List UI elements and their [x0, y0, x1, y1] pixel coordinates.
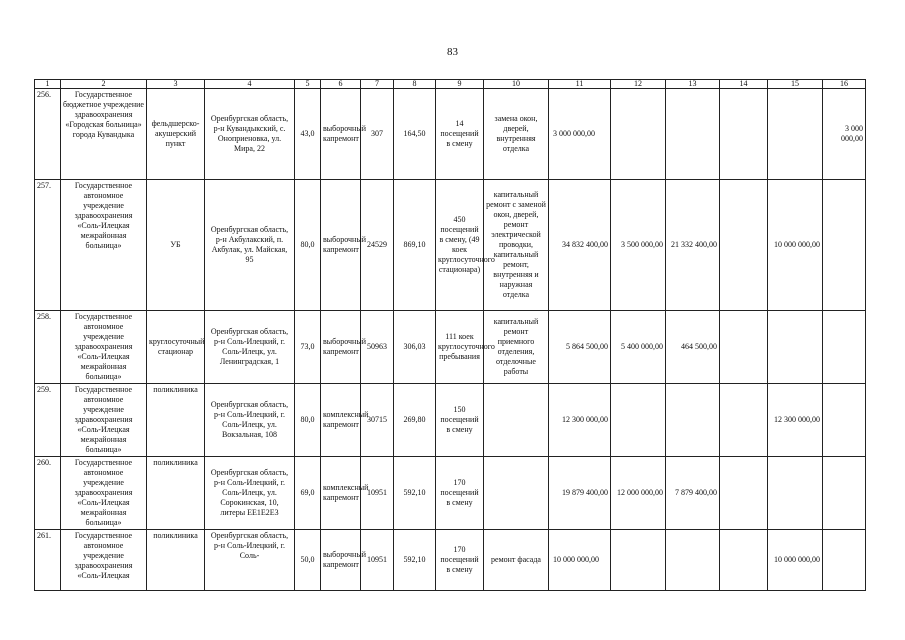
works-scope	[484, 457, 549, 530]
unit-cost: 306,03	[394, 311, 436, 384]
facility-type: поликлиника	[147, 384, 205, 457]
institution-name: Государственное бюджетное учреждение здравоохранения «Городская больница» города Кувандыка	[61, 89, 147, 180]
facility-address: Оренбургская область, р-н Соль-Илецкий, г. Соль-Илецк, ул. Сорокинская, 10, литеры ЕЕ1Е2Е3	[205, 457, 295, 530]
row-number: 257.	[35, 180, 61, 311]
amount-col-14	[720, 384, 768, 457]
capacity: 170 посещений в смену	[436, 457, 484, 530]
facility-type: круглосуточный стационар	[147, 311, 205, 384]
column-header: 16	[823, 80, 866, 89]
amount-col-14	[720, 89, 768, 180]
repair-type: комплексный капремонт	[321, 457, 361, 530]
wear-percent: 73,0	[295, 311, 321, 384]
amount-col-13	[666, 384, 720, 457]
capacity: 111 коек круглосуточного пребывания	[436, 311, 484, 384]
area-value: 30715	[361, 384, 394, 457]
total-amount: 19 879 400,00	[549, 457, 611, 530]
registry-table	[34, 79, 866, 591]
row-number: 259.	[35, 384, 61, 457]
total-amount: 10 000 000,00	[549, 530, 611, 591]
table-row	[35, 530, 866, 591]
institution-name: Государственное автономное учреждение здравоохранения «Соль-Илецкая межрайонная больница»	[61, 457, 147, 530]
area-value: 50963	[361, 311, 394, 384]
amount-col-16	[823, 457, 866, 530]
unit-cost: 164,50	[394, 89, 436, 180]
amount-col-12	[611, 384, 666, 457]
facility-address: Оренбургская область, р-н Акбулакский, п. Акбулак, ул. Майская, 95	[205, 180, 295, 311]
wear-percent: 80,0	[295, 384, 321, 457]
wear-percent: 43,0	[295, 89, 321, 180]
institution-name: Государственное автономное учреждение здравоохранения «Соль-Илецкая	[61, 530, 147, 591]
works-scope: капитальный ремонт с заменой окон, дверей, ремонт электрической проводки, капитальный ремонт, внутренняя и наружная отделка	[484, 180, 549, 311]
facility-address: Оренбургская область, р-н Соль-Илецкий, г. Соль-	[205, 530, 295, 591]
amount-col-13: 21 332 400,00	[666, 180, 720, 311]
row-number: 260.	[35, 457, 61, 530]
amount-col-15	[768, 311, 823, 384]
column-header: 6	[321, 80, 361, 89]
amount-col-12	[611, 89, 666, 180]
column-header: 3	[147, 80, 205, 89]
total-amount: 34 832 400,00	[549, 180, 611, 311]
unit-cost: 592,10	[394, 530, 436, 591]
row-number: 261.	[35, 530, 61, 591]
column-header: 1	[35, 80, 61, 89]
amount-col-16	[823, 311, 866, 384]
column-header: 9	[436, 80, 484, 89]
area-value: 10951	[361, 457, 394, 530]
amount-col-13: 464 500,00	[666, 311, 720, 384]
column-number-row	[35, 80, 866, 89]
amount-col-12: 5 400 000,00	[611, 311, 666, 384]
capacity: 14 посещений в смену	[436, 89, 484, 180]
amount-col-15: 10 000 000,00	[768, 180, 823, 311]
column-header: 8	[394, 80, 436, 89]
table-row	[35, 384, 866, 457]
wear-percent: 50,0	[295, 530, 321, 591]
repair-type: комплексный капремонт	[321, 384, 361, 457]
amount-col-16	[823, 180, 866, 311]
repair-type: выборочный капремонт	[321, 89, 361, 180]
capacity: 150 посещений в смену	[436, 384, 484, 457]
facility-address: Оренбургская область, р-н Кувандыкский, с. Оноприеновка, ул. Мира, 22	[205, 89, 295, 180]
table-row	[35, 457, 866, 530]
repair-type: выборочный капремонт	[321, 530, 361, 591]
institution-name: Государственное автономное учреждение здравоохранения «Соль-Илецкая межрайонная больница»	[61, 384, 147, 457]
total-amount: 12 300 000,00	[549, 384, 611, 457]
works-scope: замена окон, дверей, внутренняя отделка	[484, 89, 549, 180]
institution-name: Государственное автономное учреждение здравоохранения «Соль-Илецкая межрайонная больница»	[61, 311, 147, 384]
amount-col-14	[720, 530, 768, 591]
column-header: 12	[611, 80, 666, 89]
unit-cost: 269,80	[394, 384, 436, 457]
amount-col-15	[768, 457, 823, 530]
capacity: 170 посещений в смену	[436, 530, 484, 591]
repair-type: выборочный капремонт	[321, 311, 361, 384]
amount-col-12: 3 500 000,00	[611, 180, 666, 311]
total-amount: 5 864 500,00	[549, 311, 611, 384]
column-header: 13	[666, 80, 720, 89]
unit-cost: 592,10	[394, 457, 436, 530]
column-header: 7	[361, 80, 394, 89]
column-header: 15	[768, 80, 823, 89]
amount-col-16: 3 000 000,00	[823, 89, 866, 180]
institution-name: Государственное автономное учреждение здравоохранения «Соль-Илецкая межрайонная больница»	[61, 180, 147, 311]
column-header: 10	[484, 80, 549, 89]
amount-col-15: 12 300 000,00	[768, 384, 823, 457]
works-scope	[484, 384, 549, 457]
repair-type: выборочный капремонт	[321, 180, 361, 311]
facility-type: поликлиника	[147, 457, 205, 530]
amount-col-13	[666, 530, 720, 591]
amount-col-12	[611, 530, 666, 591]
column-header: 5	[295, 80, 321, 89]
works-scope: ремонт фасада	[484, 530, 549, 591]
total-amount: 3 000 000,00	[549, 89, 611, 180]
facility-address: Оренбургская область, р-н Соль-Илецкий, г. Соль-Илецк, ул. Вокзальная, 108	[205, 384, 295, 457]
capacity: 450 посещений в смену, (49 коек круглосуточного стационара)	[436, 180, 484, 311]
facility-type: поликлиника	[147, 530, 205, 591]
table-row	[35, 180, 866, 311]
row-number: 256.	[35, 89, 61, 180]
amount-col-14	[720, 180, 768, 311]
facility-address: Оренбургская область, р-н Соль-Илецкий, г. Соль-Илецк, ул. Ленинградская, 1	[205, 311, 295, 384]
area-value: 10951	[361, 530, 394, 591]
table-row	[35, 89, 866, 180]
facility-type: УБ	[147, 180, 205, 311]
amount-col-13	[666, 89, 720, 180]
area-value: 307	[361, 89, 394, 180]
amount-col-15	[768, 89, 823, 180]
amount-col-14	[720, 311, 768, 384]
table-row	[35, 311, 866, 384]
amount-col-14	[720, 457, 768, 530]
column-header: 2	[61, 80, 147, 89]
amount-col-16	[823, 384, 866, 457]
column-header: 11	[549, 80, 611, 89]
column-header: 14	[720, 80, 768, 89]
wear-percent: 80,0	[295, 180, 321, 311]
works-scope: капитальный ремонт приемного отделения, отделочные работы	[484, 311, 549, 384]
facility-type: фельдшерско-акушерский пункт	[147, 89, 205, 180]
wear-percent: 69,0	[295, 457, 321, 530]
row-number: 258.	[35, 311, 61, 384]
unit-cost: 869,10	[394, 180, 436, 311]
amount-col-16	[823, 530, 866, 591]
page-number: 83	[447, 46, 458, 58]
amount-col-13: 7 879 400,00	[666, 457, 720, 530]
amount-col-12: 12 000 000,00	[611, 457, 666, 530]
area-value: 24529	[361, 180, 394, 311]
amount-col-15: 10 000 000,00	[768, 530, 823, 591]
column-header: 4	[205, 80, 295, 89]
